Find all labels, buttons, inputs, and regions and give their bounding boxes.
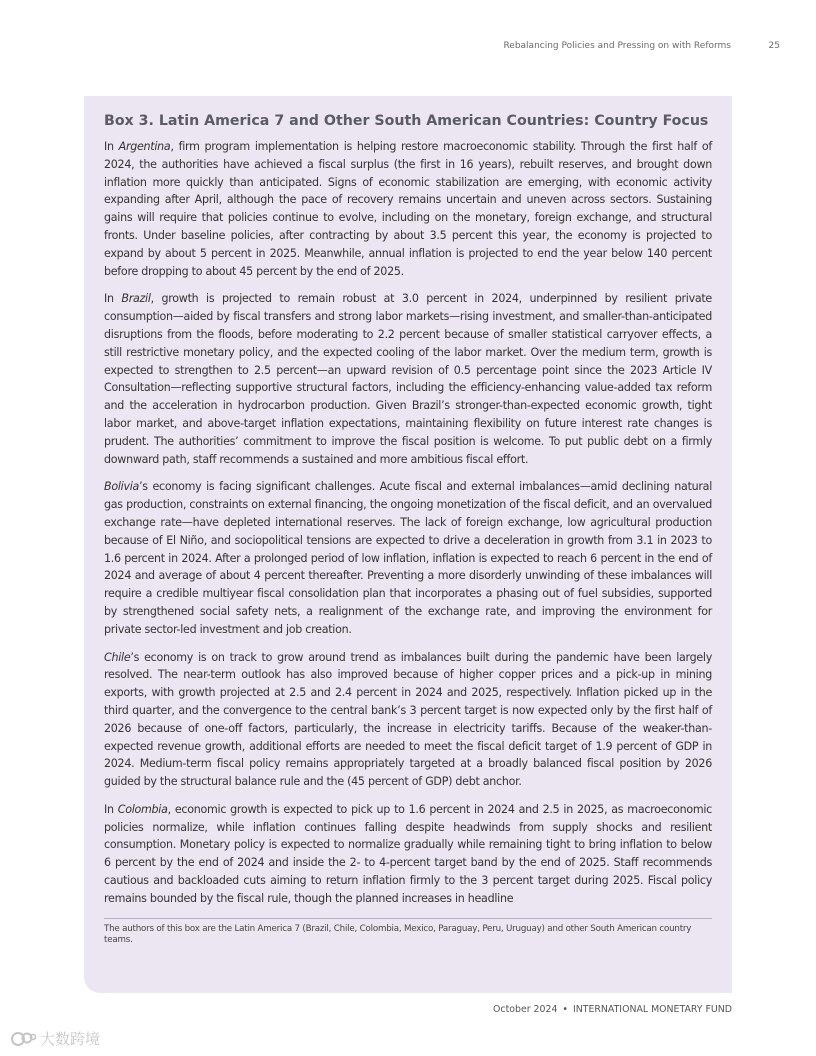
page-number: 25 xyxy=(768,41,780,51)
country-name: Bolivia xyxy=(104,480,140,494)
country-name: Chile xyxy=(104,650,131,664)
box-footnote: The authors of this box are the Latin America 7 (Brazil, Chile, Colombia, Mexico, Paraguay, Peru, Uruguay) and other South American country teams. xyxy=(104,923,692,946)
country-name: Argentina xyxy=(118,140,171,153)
paragraph-colombia: In Colombia, economic growth is expected to pick up to 1.6 percent in 2024 and 2.5 in 2025, as macroeconomic policies normalize, while inflation continues falling despite headwinds from supply shocks and resilient consumption. Monetary policy is expected to normalize gradually while remaining tight to bring inflation to below 6 percent by the end of 2024 and inside the 2- to 4-percent target band by the end of 2025. Staff recommends cautious and backloaded cuts aiming to return inflation firmly to the 3 percent target during 2025. Fiscal policy remains bounded by the fiscal rule, though the planned increases in headline xyxy=(104,802,712,905)
country-name: Brazil xyxy=(121,292,151,306)
footer-publisher: INTERNATIONAL MONETARY FUND xyxy=(572,1004,732,1015)
running-header-title: Rebalancing Policies and Pressing on with Reforms xyxy=(503,41,731,51)
watermark-logo-icon xyxy=(10,1030,36,1048)
watermark xyxy=(10,1028,100,1049)
country-name: Colombia xyxy=(117,802,168,816)
footer-date: October 2024 xyxy=(493,1004,558,1015)
footnote-divider xyxy=(104,918,712,919)
paragraph-chile: Chile’s economy is on track to grow around trend as imbalances built during the pandemic have been largely resolved. The near-term outlook has also improved because of higher copper prices and a pick-up in mining exports, with growth projected at 2.5 and 2.4 percent in 2024 and 2025, respectively. Inflation picked up in the third quarter, and the convergence to the central bank’s 3 percent target is now expected only by the first half of 2026 because of one-off factors, particularly, the increase in electricity tariffs. Because of the weaker-than-expected revenue growth, additional efforts are needed to meet the fiscal deficit target of 1.9 percent of GDP in 2024. Medium-term fiscal policy remains appropriately targeted at a broadly balanced fiscal position by 2026 guided by the structural balance rule and the (45 percent of GDP) debt anchor. xyxy=(104,650,712,789)
page-footer xyxy=(493,1004,732,1015)
watermark-text: 大数跨境 xyxy=(40,1030,101,1048)
paragraph-bolivia: Bolivia’s economy is facing significant challenges. Acute fiscal and external imbalances—amid declining natural gas production, constraints on external financing, the ongoing monetization of the fiscal deficit, and an overvalued exchange rate—have depleted international reserves. The lack of foreign exchange, low agricultural production because of El Niño, and sociopolitical tensions are expected to drive a deceleration in growth from 3.1 in 2023 to 1.6 percent in 2024. After a prolonged period of low inflation, inflation is expected to reach 6 percent in the end of 2024 and average of about 4 percent thereafter. Preventing a more disorderly unwinding of these imbalances will require a credible multiyear fiscal consolidation plan that incorporates a phasing out of fuel subsidies, supported by strengthened social safety nets, a realignment of the exchange rate, and improving the environment for private sector-led investment and job creation. xyxy=(104,480,712,636)
country-focus-box xyxy=(84,96,732,993)
paragraph-argentina: In Argentina, firm program implementation is helping restore macroeconomic stability. Through the first half of 2024, the authorities have achieved a fiscal surplus (the first in 16 years), rebuilt reserves, and brought down inflation more quickly than anticipated. Signs of economic stabilization are emerging, with economic activity expanding after April, although the pace of recovery remains uncertain and uneven across sectors. Sustaining gains will require that policies continue to evolve, including on the monetary, foreign exchange, and structural fronts. Under baseline policies, after contracting by about 3.5 percent this year, the economy is projected to expand by about 5 percent in 2025. Meanwhile, annual inflation is projected to end the year below 140 percent before dropping to about 45 percent by the end of 2025. xyxy=(104,140,713,278)
footer-bullet: • xyxy=(562,1004,568,1015)
box-title: Box 3. Latin America 7 and Other South American Countries: Country Focus xyxy=(104,113,709,129)
paragraph-brazil: In Brazil, growth is projected to remain robust at 3.0 percent in 2024, underpinned by resilient private consumption—aided by fiscal transfers and strong labor markets—rising investment, and smaller-than-anticipated disruptions from the floods, before moderating to 2.2 percent because of smaller statistical carryover effects, a still restrictive monetary policy, and the expected cooling of the labor market. Over the medium term, growth is expected to strengthen to 2.5 percent—an upward revision of 0.5 percentage point since the 2023 Article IV Consultation—reflecting supportive structural factors, including the efficiency-enhancing value-added tax reform and the acceleration in hydrocarbon production. Given Brazil’s stronger-than-expected economic growth, tight labor market, and above-target inflation expectations, maintaining flexibility on future interest rate changes is prudent. The authorities’ commitment to improve the fiscal position is welcome. To put public debt on a firmly downward path, staff recommends a sustained and more ambitious fiscal effort. xyxy=(104,292,712,466)
